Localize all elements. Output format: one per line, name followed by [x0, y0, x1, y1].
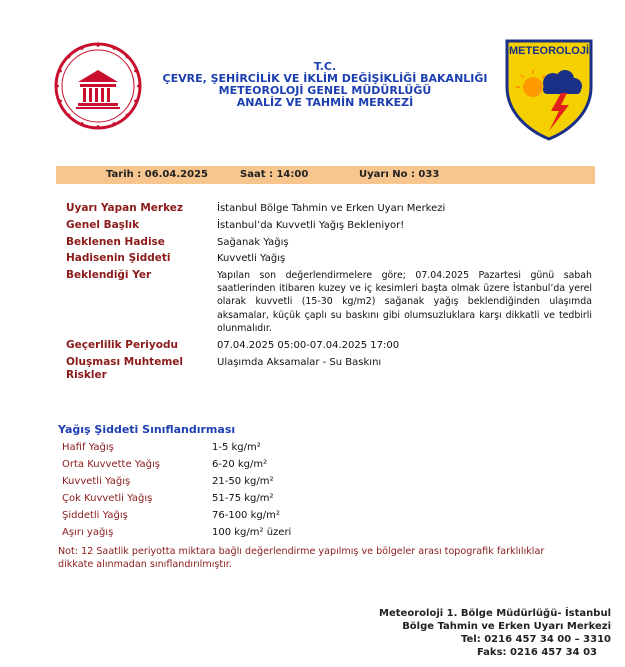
value-general-title: İstanbul’da Kuvvetli Yağış Bekleniyor! [217, 220, 405, 231]
warning-time: Saat : 14:00 [240, 169, 309, 180]
class-name: Hafif Yağış [62, 442, 114, 453]
meteoroloji-emblem-svg [503, 37, 595, 141]
label-event-severity: Hadisenin Şiddeti [66, 252, 171, 264]
header-line-tc: T.C. [313, 60, 337, 73]
warning-date: Tarih : 06.04.2025 [106, 169, 208, 180]
label-general-title: Genel Başlık [66, 219, 140, 231]
class-range: 51-75 kg/m² [212, 493, 274, 504]
classification-note: Not: 12 Saatlik periyotta miktara bağlı değerlendirme yapılmış ve bölgeler arası topografik farklılıklar dikkate alınmadan sınıflandırılmıştır. [58, 546, 545, 570]
value-expected-location: Yapılan son değerlendirmelere göre; 07.04.2025 Pazartesi günü sabah saatlerinden itibaren kuzey ve iç kesimleri başta olmak üzere İstanbul’da yerel olarak kuvvetli (15-30 kg/m2) sağanak yağış beklendiğinden ulaşımda aksamalar, küçük çaplı su baskını gibi olumsuzluklara karşı dikkatli ve tedbirli olunmalıdır. [217, 270, 592, 334]
value-expected-event: Sağanak Yağış [217, 237, 289, 248]
ministry-seal-svg [54, 42, 142, 130]
footer-center: Bölge Tahmin ve Erken Uyarı Merkezi [402, 621, 611, 632]
footer-phone: Tel: 0216 457 34 00 – 3310 [461, 634, 611, 645]
class-name: Şiddetli Yağış [62, 510, 128, 521]
label-possible-risks: Oluşması Muhtemel Riskler [66, 356, 183, 381]
label-expected-location: Beklendiği Yer [66, 269, 152, 281]
value-event-severity: Kuvvetli Yağış [217, 253, 286, 264]
class-name: Aşırı yağış [62, 527, 114, 538]
footer-directorate: Meteoroloji 1. Bölge Müdürlüğü- İstanbul [379, 608, 611, 619]
class-name: Orta Kuvvette Yağış [62, 459, 160, 470]
class-name: Kuvvetli Yağış [62, 476, 131, 487]
warning-number: Uyarı No : 033 [359, 169, 440, 180]
label-issuing-center: Uyarı Yapan Merkez [66, 202, 184, 214]
label-expected-event: Beklenen Hadise [66, 236, 165, 248]
header-line-ministry: ÇEVRE, ŞEHİRCİLİK VE İKLİM DEĞİŞİKLİĞİ BAKANLIĞI [162, 72, 488, 85]
value-validity-period: 07.04.2025 05:00-07.04.2025 17:00 [217, 340, 400, 351]
value-possible-risks: Ulaşımda Aksamalar - Su Baskını [217, 357, 382, 368]
class-range: 76-100 kg/m² [212, 510, 280, 521]
classification-title: Yağış Şiddeti Sınıflandırması [58, 423, 236, 436]
class-range: 100 kg/m² üzeri [212, 527, 292, 538]
header-line-center: ANALİZ VE TAHMİN MERKEZİ [236, 96, 414, 109]
svg-text:METEOROLOJİ: METEOROLOJİ [508, 45, 590, 57]
info-bar [56, 166, 595, 184]
class-range: 21-50 kg/m² [212, 476, 274, 487]
class-range: 6-20 kg/m² [212, 459, 268, 470]
ministry-seal-icon [54, 42, 142, 130]
meteoroloji-emblem-icon [503, 37, 595, 141]
footer-fax: Faks: 0216 457 34 03 [476, 647, 597, 658]
label-validity-period: Geçerlilik Periyodu [66, 339, 178, 351]
header-line-directorate: METEOROLOJİ GENEL MÜDÜRLÜĞÜ [218, 84, 432, 97]
class-range: 1-5 kg/m² [212, 442, 261, 453]
value-issuing-center: İstanbul Bölge Tahmin ve Erken Uyarı Merkezi [217, 203, 446, 214]
class-name: Çok Kuvvetli Yağış [62, 493, 153, 504]
